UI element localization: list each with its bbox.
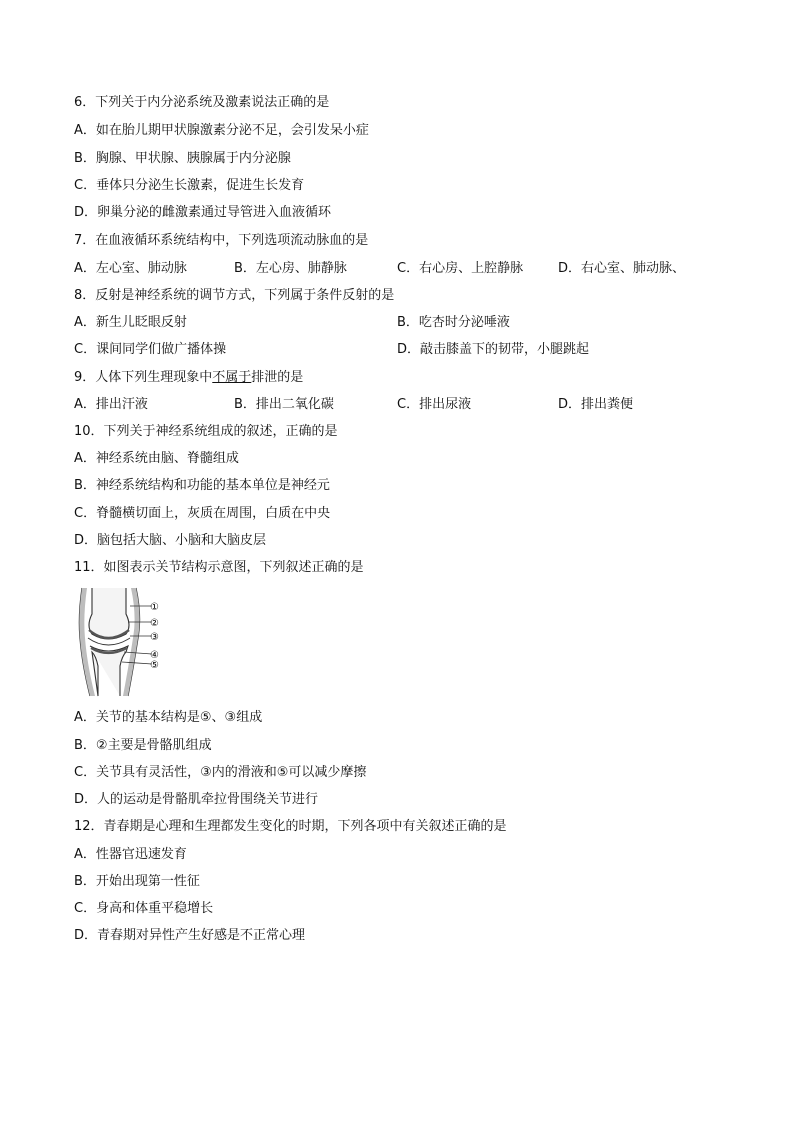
- question-11-option-a: A．关节的基本结构是⑤、③组成: [74, 710, 263, 725]
- question-11-stem: 11．如图表示关节结构示意图，下列叙述正确的是: [74, 560, 364, 575]
- question-8-option-b: B．吃杏时分泌唾液: [397, 315, 510, 330]
- joint-label-4: ④: [150, 650, 159, 661]
- question-11-option-d: D．人的运动是骨骼肌牵拉骨围绕关节进行: [74, 792, 319, 807]
- question-9-option-c: C．排出尿液: [397, 397, 472, 412]
- question-10-option-c: C．脊髓横切面上，灰质在周围，白质在中央: [74, 506, 331, 521]
- question-8-option-a: A．新生儿眨眼反射: [74, 315, 187, 330]
- question-7-options: [74, 260, 734, 278]
- question-9-stem: [74, 369, 303, 387]
- question-11-option-c: C．关节具有灵活性，③内的滑液和⑤可以减少摩擦: [74, 765, 367, 780]
- question-6-option-c: C．垂体只分泌生长激素，促进生长发育: [74, 178, 305, 193]
- question-8-stem: 8．反射是神经系统的调节方式，下列属于条件反射的是: [74, 288, 395, 303]
- question-6-option-b: B．胸腺、甲状腺、胰腺属于内分泌腺: [74, 151, 291, 166]
- question-10-option-a: A．神经系统由脑、脊髓组成: [74, 451, 239, 466]
- question-12-option-c: C．身高和体重平稳增长: [74, 901, 214, 916]
- question-8-option-d: D．敲击膝盖下的韧带，小腿跳起: [397, 342, 590, 357]
- question-6-option-a: A．如在胎儿期甲状腺激素分泌不足，会引发呆小症: [74, 123, 369, 138]
- question-11-option-b: B．②主要是骨骼肌组成: [74, 738, 212, 753]
- question-7-option-b: B．左心房、肺静脉: [234, 261, 347, 276]
- question-7-option-a: A．左心室、肺动脉: [74, 261, 187, 276]
- question-12-option-b: B．开始出现第一性征: [74, 874, 200, 889]
- question-7-stem: 7．在血液循环系统结构中，下列选项流动脉血的是: [74, 233, 369, 248]
- question-8-options-row-1: [74, 314, 734, 332]
- question-6-stem: 6．下列关于内分泌系统及激素说法正确的是: [74, 95, 330, 110]
- question-8-option-c: C．课间同学们做广播体操: [74, 342, 227, 357]
- joint-label-2: ②: [150, 618, 159, 629]
- question-12-option-d: D．青春期对异性产生好感是不正常心理: [74, 928, 306, 943]
- question-12-option-a: A．性器官迅速发育: [74, 847, 187, 862]
- question-9-option-d: D．排出粪便: [558, 397, 634, 412]
- question-9-options: [74, 396, 734, 414]
- question-7-option-c: C．右心房、上腔静脉: [397, 261, 524, 276]
- question-10-option-b: B．神经系统结构和功能的基本单位是神经元: [74, 478, 330, 493]
- question-9-stem-after: 排泄的是: [251, 370, 304, 385]
- question-9-stem-underlined: 不属于: [212, 370, 252, 385]
- question-9-stem-before: 9．人体下列生理现象中: [74, 370, 213, 385]
- question-10-stem: 10．下列关于神经系统组成的叙述，正确的是: [74, 424, 338, 439]
- question-9-option-b: B．排出二氧化碳: [234, 397, 334, 412]
- joint-structure-diagram: [72, 586, 164, 698]
- joint-diagram-svg: [72, 586, 164, 698]
- joint-label-5: ⑤: [150, 660, 159, 671]
- question-6-option-d: D．卵巢分泌的雌激素通过导管进入血液循环: [74, 205, 332, 220]
- question-7-option-d: D．右心室、肺动脉、: [558, 261, 686, 276]
- joint-label-3: ③: [150, 632, 159, 643]
- question-10-option-d: D．脑包括大脑、小脑和大脑皮层: [74, 533, 267, 548]
- joint-label-1: ①: [150, 602, 159, 613]
- question-9-option-a: A．排出汗液: [74, 397, 148, 412]
- question-8-options-row-2: [74, 341, 734, 359]
- question-12-stem: 12．青春期是心理和生理都发生变化的时期，下列各项中有关叙述正确的是: [74, 819, 507, 834]
